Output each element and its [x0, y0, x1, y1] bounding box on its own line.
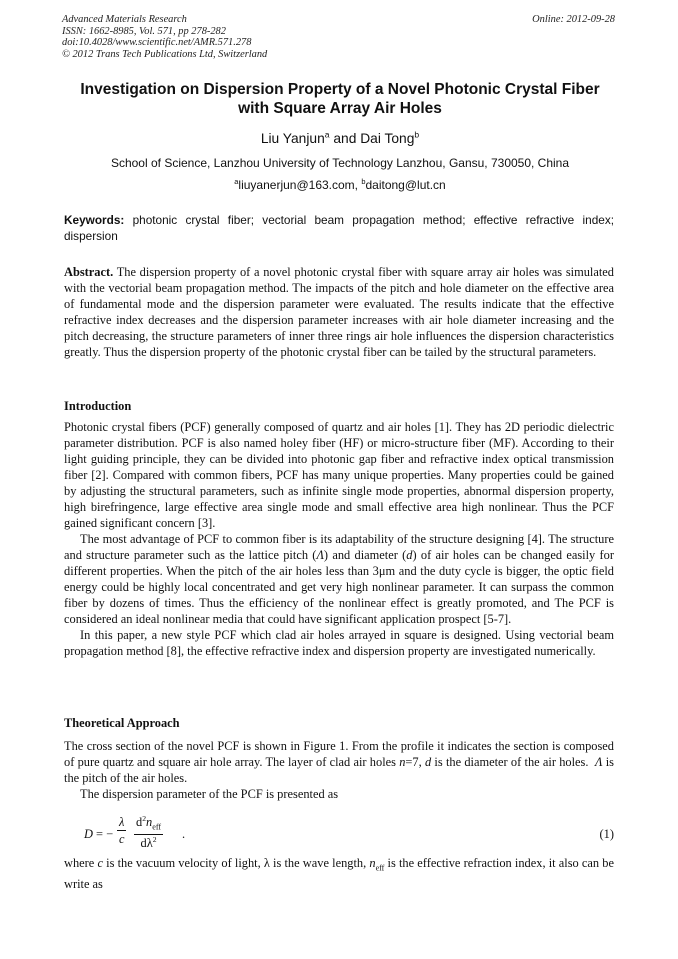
- c-symbol: c: [97, 856, 103, 870]
- theory-p3-part-d: is the effective refraction index, it also can be write as: [64, 856, 614, 892]
- eq-frac2-exp: 2: [142, 813, 147, 823]
- author-1-sup: a: [324, 129, 330, 140]
- keywords-text: photonic crystal fiber; vectorial beam propagation method; effective refractive index; dispersion: [64, 213, 614, 243]
- journal-header: [62, 14, 615, 60]
- theory-p1-part-b: =7,: [405, 755, 425, 769]
- eq-frac2-bottom: dλ: [140, 836, 153, 851]
- theory-section: [64, 738, 614, 802]
- n-eff-symbol: n: [369, 856, 376, 870]
- eq-frac1-bottom: c: [118, 832, 125, 846]
- n-symbol: n: [399, 755, 406, 769]
- lambda-symbol: Λ: [316, 548, 324, 562]
- authors: [40, 131, 640, 146]
- journal-name: Advanced Materials Research: [62, 14, 187, 25]
- eq-fraction-1: [117, 815, 126, 847]
- intro-p2-part-a: The most advantage of PCF to common fiber is its adaptability of the structure designing [4]. The structure and structure parameter such as the lattice pitch (: [64, 532, 614, 562]
- intro-paragraph-2: [64, 531, 614, 627]
- theory-p1-part-c: is the diameter of the air holes.: [431, 755, 595, 769]
- emails: [40, 178, 640, 192]
- intro-paragraph-3: In this paper, a new style PCF which clad air holes arrayed in square is designed. Using vectorial beam propagation method [8], the effective refractive index and dispersion property are investigated numerically.: [64, 628, 614, 658]
- eq-equals: = −: [92, 827, 114, 841]
- theory-heading: Theoretical Approach: [64, 716, 180, 730]
- author-2: Dai Tong: [360, 131, 415, 146]
- equation-1: [84, 815, 614, 853]
- doi: doi:10.4028/www.scientific.net/AMR.571.278: [62, 37, 252, 49]
- title-line-1: Investigation on Dispersion Property of a Novel Photonic Crystal Fiber: [80, 81, 600, 98]
- eq-frac2-bottom-exp: 2: [152, 835, 157, 845]
- email-b: daitong@lut.cn: [365, 178, 446, 192]
- copyright: © 2012 Trans Tech Publications Ltd, Switzerland: [62, 48, 268, 60]
- affiliation: School of Science, Lanzhou University of Technology Lanzhou, Gansu, 730050, China: [110, 156, 570, 170]
- eq-frac1-top: λ: [119, 815, 125, 829]
- abstract-label: Abstract.: [64, 265, 114, 279]
- email-a: liuyanerjun@163.com,: [238, 178, 362, 192]
- paper-title: [40, 80, 640, 118]
- intro-paragraph-1: Photonic crystal fibers (PCF) generally composed of quartz and air holes [1]. They has 2D periodic dielectric parameter distribution. PCF is also named holey fiber (HF) or micro-structure fiber (MF). According to their light guiding principle, they can be divided into photonic gap fiber and refractive index optical transmission fiber [2]. Compared with common fibers, PCF has many unique properties. Many properties could be gained by adjusting the structural parameters, such as infinite single mode properties, abnormal dispersion property, high birefringence, large effective area single mode and small effective area high nonlinear. Thus the PCF gained significant concern [3].: [64, 420, 614, 530]
- intro-p2-part-c: ) of air holes can be changed easily for different properties. When the pitch of the air holes less than 3μm and the duty cycle is bigger, the optic field energy could be highly local concentrated and get very high nonlinear parameter. It can surpass the common fiber by dozens of times. Thus the efficiency of the nonlinear effect is greatly promoted, and The PCF is considered an ideal nonlinear media that could have significant application prospect [5-7].: [64, 548, 614, 626]
- n-eff-sub: eff: [375, 863, 385, 873]
- theory-p1-part-e: is the pitch of the air holes.: [64, 755, 615, 785]
- title-line-2: with Square Array Air Holes: [238, 100, 442, 117]
- theory-p3-part-a: where: [64, 856, 98, 870]
- introduction-section: [64, 419, 614, 659]
- lambda-symbol: Λ: [595, 755, 603, 769]
- issn: ISSN: 1662-8985, Vol. 571, pp 278-282: [62, 25, 226, 37]
- eq-dot: .: [182, 827, 186, 841]
- theory-p1-part-a: The cross section of the novel PCF is shown in Figure 1. From the profile it indicates the section is composed of pure quartz and square air hole array. The layer of clad air holes: [64, 739, 614, 769]
- intro-p2-part-b: ) and diameter (: [323, 548, 407, 562]
- eq-frac2-d: d: [136, 815, 143, 829]
- eq-frac2-sub: eff: [152, 822, 162, 832]
- abstract-text: The dispersion property of a novel photonic crystal fiber with square array air holes was simulated with the vectorial beam propagation method. The impacts of the pitch and hole diameter on the effective area of fundamental mode and the dispersion parameter were evaluated. The results indicate that the effective refractive index decreases and the dispersion parameter increases with air hole diameter increasing and the pitch decreasing, the structure parameters of inner three rings air hole influences the dispersion characteristics greatly. Thus the dispersion property of the photonic crystal fiber can be tailed by the structural parameters.: [64, 265, 614, 359]
- author-2-sup: b: [414, 129, 420, 140]
- theory-paragraph-2: The dispersion parameter of the PCF is presented as: [80, 787, 339, 801]
- abstract: [64, 264, 614, 360]
- keywords-label: Keywords:: [64, 213, 125, 227]
- authors-and: and: [329, 131, 361, 146]
- eq-fraction-2: [134, 815, 163, 851]
- eq-lhs: D: [84, 827, 93, 841]
- author-1: Liu Yanjun: [260, 131, 325, 146]
- equation-number: (1): [599, 827, 614, 841]
- theory-paragraph-3: [64, 855, 614, 892]
- email-b-sup: b: [361, 177, 366, 186]
- online-date: Online: 2012-09-28: [532, 14, 615, 25]
- theory-paragraph-1: [64, 738, 614, 786]
- introduction-heading: Introduction: [64, 399, 132, 413]
- d-symbol: d: [406, 548, 413, 562]
- email-a-sup: a: [234, 177, 239, 186]
- keywords: [64, 212, 614, 244]
- d-symbol: d: [424, 755, 432, 769]
- theory-p3-part-b: is the vacuum velocity of light, λ is the wave length,: [102, 856, 370, 870]
- eq-frac2-n: n: [146, 815, 153, 829]
